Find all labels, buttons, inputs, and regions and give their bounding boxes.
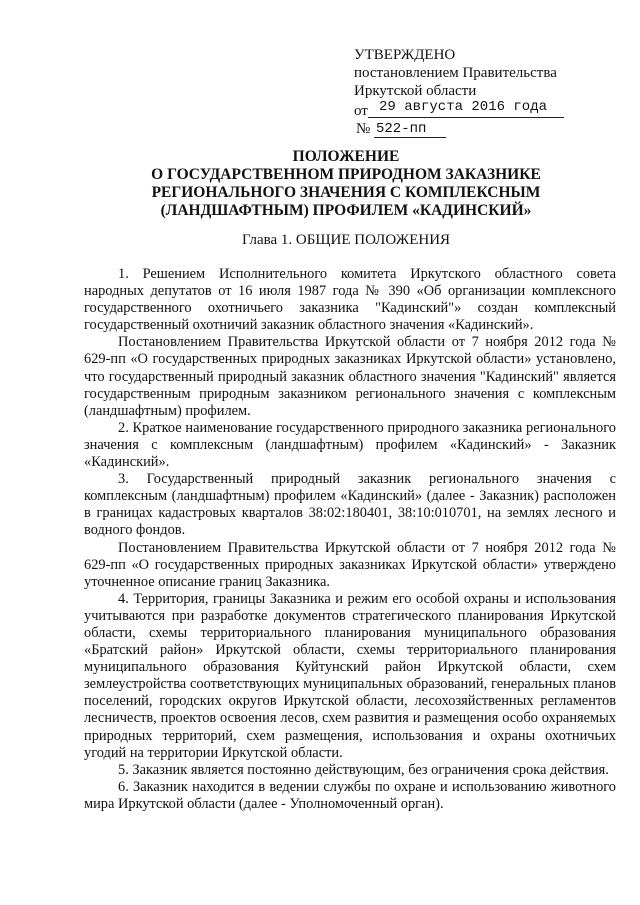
approval-issuer: постановлением Правительства (354, 65, 557, 81)
approval-number-prefix: № (356, 121, 371, 137)
approval-date-prefix: от (354, 103, 368, 119)
approval-heading: УТВЕРЖДЕНО (354, 47, 456, 63)
document-body (84, 266, 616, 813)
title-line-1: ПОЛОЖЕНИЕ (292, 148, 400, 165)
paragraph-3-cont: Постановлением Правительства Иркутской области от 7 ноября 2012 года № 629-пп «О государственных природных заказниках Иркутской области» утверждено уточненное описание границ Заказника. (84, 539, 616, 590)
paragraph-1-cont: Постановлением Правительства Иркутской области от 7 ноября 2012 года № 629-пп «О государственных природных заказниках Иркутской области» установлено, что государственный природный заказник областного значения "Кадинский" является государственным природным заказником регионального значения с комплексным (ландшафтным) профилем. (84, 334, 616, 419)
title-line-3: РЕГИОНАЛЬНОГО ЗНАЧЕНИЯ С КОМПЛЕКСНЫМ (151, 184, 541, 201)
approval-number-line (354, 120, 584, 138)
paragraph-3: 3. Государственный природный заказник регионального значения с комплексным (ландшафтным) профилем «Кадинский» (далее - Заказник) расположен в границах кадастровых кварталов 38:02:180401, 38:10:010701, на землях лесного и водного фондов. (84, 471, 616, 539)
approval-date: 29 августа 2016 года (378, 99, 548, 115)
paragraph-4: 4. Территория, границы Заказника и режим его особой охраны и использования учитываются при разработке документов стратегического планирования Иркутской области, схемы территориального планирования муниципального образования «Братский район» Иркутской области, схемы территориального планирования муниципального образования Куйтунский район Иркутской области, схем землеустройства соответствующих муниципальных образований, генеральных планов поселений, городских округов Иркутской области, лесохозяйственных регламентов лесничеств, проектов освоения лесов, схем развития и размещения особо охраняемых природных территорий, схем размещения, использования и охраны охотничьих угодий на территории Иркутской области. (84, 590, 616, 761)
paragraph-2: 2. Краткое наименование государственного природного заказника регионального значения с комплексным (ландшафтным) профилем «Кадинский» - Заказник «Кадинский». (84, 419, 616, 471)
approval-date-line (354, 100, 584, 120)
paragraph-6: 6. Заказник находится в ведении службы по охране и использованию животного мира Иркутской области (далее - Уполномоченный орган). (84, 778, 616, 812)
approval-block (354, 46, 584, 138)
document-title (60, 148, 632, 220)
paragraph-5: 5. Заказник является постоянно действующим, без ограничения срока действия. (118, 761, 609, 778)
date-underline (368, 117, 564, 118)
title-line-4: (ЛАНДШАФТНЫМ) ПРОФИЛЕМ «КАДИНСКИЙ» (160, 202, 532, 219)
number-underline (374, 137, 446, 138)
chapter-heading: Глава 1. ОБЩИЕ ПОЛОЖЕНИЯ (241, 232, 451, 248)
title-line-2: О ГОСУДАРСТВЕННОМ ПРИРОДНОМ ЗАКАЗНИКЕ (151, 166, 541, 183)
paragraph-1: 1. Решением Исполнительного комитета Иркутского областного совета народных депутатов от 16 июля 1987 года № 390 «Об организации комплексного государственного охотничьего заказника "Кадинский"» создан комплексный государственный охотничий заказник областного значения «Кадинский». (84, 266, 616, 334)
approval-number: 522-пп (376, 121, 427, 137)
approval-region: Иркутской области (354, 83, 477, 99)
